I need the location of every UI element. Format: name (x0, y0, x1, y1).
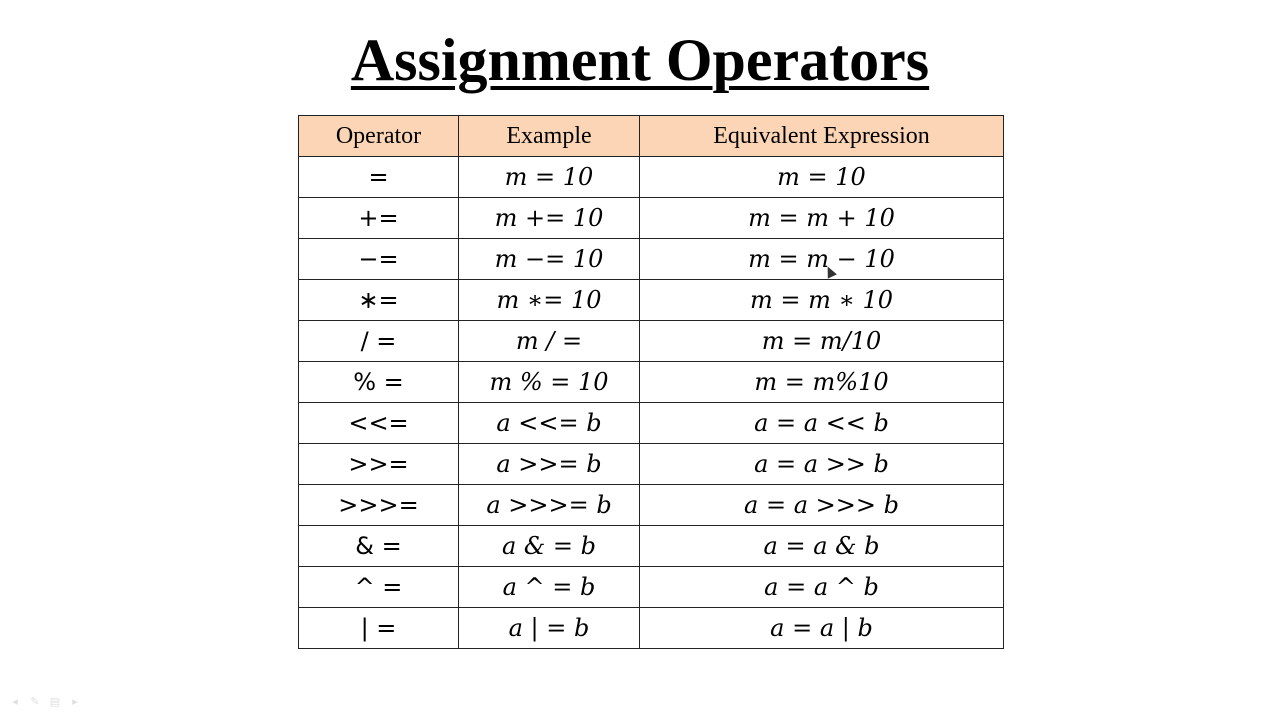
operator-cell: = (299, 157, 459, 198)
example-cell: a | = b (459, 608, 640, 649)
operator-cell: | = (299, 608, 459, 649)
table-row (299, 444, 1004, 485)
example-cell: a >>= b (459, 444, 640, 485)
equivalent-cell: m = m%10 (640, 362, 1004, 403)
equivalent-cell: m = m ∗ 10 (640, 280, 1004, 321)
menu-icon[interactable]: ▤ (49, 695, 61, 708)
equivalent-cell: m = m/10 (640, 321, 1004, 362)
table-row (299, 403, 1004, 444)
table-row (299, 157, 1004, 198)
operator-cell: <<= (299, 403, 459, 444)
table-row (299, 526, 1004, 567)
operator-cell: / = (299, 321, 459, 362)
equivalent-cell: m = m − 10 (640, 239, 1004, 280)
equivalent-cell: a = a & b (640, 526, 1004, 567)
example-cell: a >>>= b (459, 485, 640, 526)
example-cell: m / = (459, 321, 640, 362)
example-cell: m % = 10 (459, 362, 640, 403)
example-cell: a ^ = b (459, 567, 640, 608)
example-cell: m = 10 (459, 157, 640, 198)
operator-cell: >>>= (299, 485, 459, 526)
table-row (299, 608, 1004, 649)
equivalent-cell: a = a >>> b (640, 485, 1004, 526)
table-row (299, 362, 1004, 403)
example-cell: m += 10 (459, 198, 640, 239)
pen-icon[interactable]: ✎ (30, 695, 40, 708)
slide-title-text: Assignment Operators (350, 27, 930, 93)
example-cell: m −= 10 (459, 239, 640, 280)
operator-cell: += (299, 198, 459, 239)
equivalent-cell: a = a | b (640, 608, 1004, 649)
equivalent-cell: m = m + 10 (640, 198, 1004, 239)
operator-cell: % = (299, 362, 459, 403)
table-row (299, 485, 1004, 526)
table-row (299, 280, 1004, 321)
example-cell: a <<= b (459, 403, 640, 444)
table-row (299, 198, 1004, 239)
header-example: Example (459, 116, 640, 157)
equivalent-cell: a = a >> b (640, 444, 1004, 485)
example-cell: a & = b (459, 526, 640, 567)
assignment-operators-table (298, 115, 1004, 649)
operator-cell: ∗= (299, 280, 459, 321)
prev-arrow-icon[interactable]: ◂ (12, 695, 18, 708)
slide-title (0, 24, 1280, 96)
table-header-row (299, 116, 1004, 157)
header-equivalent-expression: Equivalent Expression (640, 116, 1004, 157)
table-row (299, 321, 1004, 362)
table-row (299, 239, 1004, 280)
table-row (299, 567, 1004, 608)
example-cell: m ∗= 10 (459, 280, 640, 321)
equivalent-cell: a = a ^ b (640, 567, 1004, 608)
header-operator: Operator (299, 116, 459, 157)
operator-cell: ^ = (299, 567, 459, 608)
slideshow-nav-toolbar (8, 696, 82, 708)
operator-cell: −= (299, 239, 459, 280)
next-arrow-icon[interactable]: ▸ (72, 695, 78, 708)
operator-cell: & = (299, 526, 459, 567)
operator-cell: >>= (299, 444, 459, 485)
table-body (299, 157, 1004, 649)
equivalent-cell: a = a << b (640, 403, 1004, 444)
equivalent-cell: m = 10 (640, 157, 1004, 198)
